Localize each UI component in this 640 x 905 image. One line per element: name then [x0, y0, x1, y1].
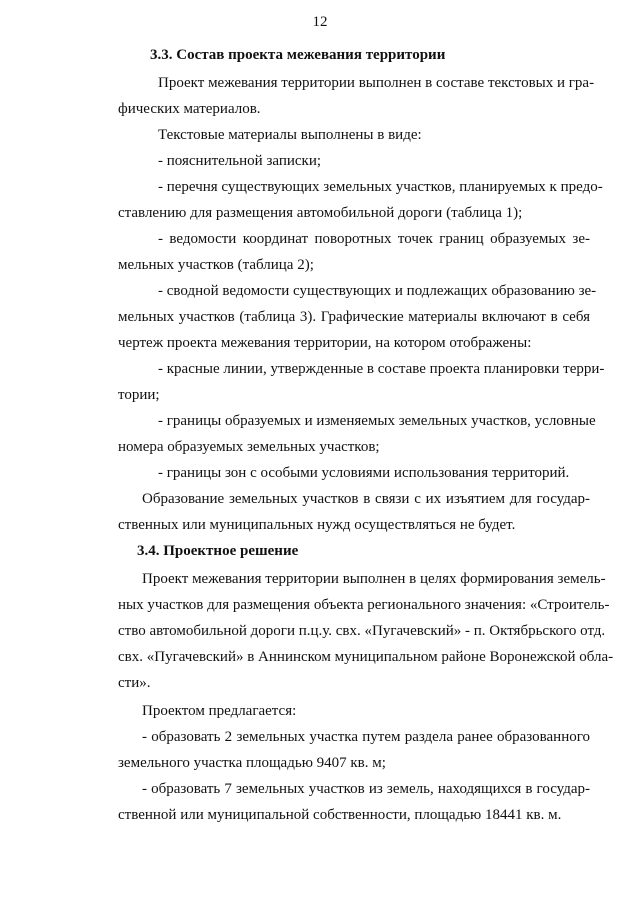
list-item-continuation: ственной или муниципальной собственности, площадью 18441 кв. м. — [118, 807, 562, 823]
list-item: - сводной ведомости существующих и подлежащих образованию зе- — [158, 283, 597, 299]
section-3-4-heading: 3.4. Проектное решение — [137, 543, 299, 559]
list-item-continuation: тории; — [118, 387, 160, 403]
paragraph-line: сти». — [118, 675, 151, 691]
list-item: - ведомости координат поворотных точек границ образуемых зе- — [158, 231, 590, 247]
list-item-continuation: чертеж проекта межевания территории, на котором отображены: — [118, 335, 532, 351]
list-item: - пояснительной записки; — [158, 153, 322, 169]
list-item: - образовать 2 земельных участка путем раздела ранее образованного — [142, 729, 590, 745]
paragraph-line: Проект межевания территории выполнен в составе текстовых и гра- — [158, 75, 595, 91]
list-item: - границы образуемых и изменяемых земельных участков, условные — [158, 413, 596, 429]
list-item: - границы зон с особыми условиями использования территорий. — [158, 465, 570, 481]
list-item-continuation: ставлению для размещения автомобильной дороги (таблица 1); — [118, 205, 523, 221]
paragraph-line: Проектом предлагается: — [142, 703, 297, 719]
list-item-continuation: мельных участков (таблица 3). Графические материалы включают в себя — [118, 309, 590, 325]
list-item-continuation: номера образуемых земельных участков; — [118, 439, 380, 455]
list-item: - красные линии, утвержденные в составе проекта планировки терри- — [158, 361, 605, 377]
list-item: - образовать 7 земельных участков из земель, находящихся в государ- — [142, 781, 590, 797]
paragraph-line: Проект межевания территории выполнен в целях формирования земель- — [142, 571, 606, 587]
page-number: 12 — [312, 14, 328, 30]
section-3-3-heading: 3.3. Состав проекта межевания территории — [150, 47, 446, 63]
list-item-continuation: мельных участков (таблица 2); — [118, 257, 314, 273]
paragraph-line: свх. «Пугачевский» в Аннинском муниципальном районе Воронежской обла- — [118, 649, 614, 665]
paragraph-line: ных участков для размещения объекта регионального значения: «Строитель- — [118, 597, 610, 613]
paragraph-line: Текстовые материалы выполнены в виде: — [158, 127, 422, 143]
list-item-continuation: земельного участка площадью 9407 кв. м; — [118, 755, 386, 771]
paragraph-line: ство автомобильной дороги п.ц.у. свх. «Пугачевский» - п. Октябрьского отд. — [118, 623, 606, 639]
paragraph-line: фических материалов. — [118, 101, 261, 117]
paragraph-line: Образование земельных участков в связи с их изъятием для государ- — [142, 491, 590, 507]
list-item: - перечня существующих земельных участков, планируемых к предо- — [158, 179, 603, 195]
paragraph-line: ственных или муниципальных нужд осуществляться не будет. — [118, 517, 516, 533]
